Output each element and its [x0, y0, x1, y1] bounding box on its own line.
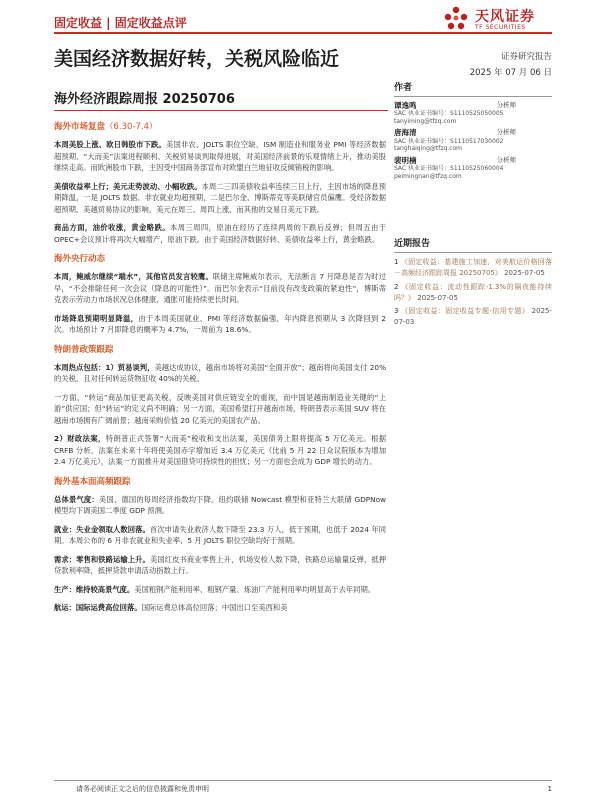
recent-report-link[interactable]: 《固定收益：基建施工加速，对美航运价格回落－高频经济跟踪周报 20250705》	[394, 258, 552, 277]
paragraph-lead: 需求：零售和铁路运输上升。	[54, 554, 150, 564]
author-card	[394, 101, 552, 125]
paragraph-body: 联储主席鲍威尔表示，无法断言 7 月降息是否为时过早，“不会排除任何一次会议（降息的可能性）”。而巴尔金表示“目前没有改变政策的紧迫性”，博斯蒂克表示劳动力市场状况总体健康、通胀可能持续更长时间。	[54, 272, 386, 305]
report-type: 证券研究报告	[500, 52, 552, 62]
author-card	[394, 128, 552, 152]
section-heading	[54, 343, 386, 355]
author-email[interactable]: tanyiming@tfzq.com	[394, 117, 457, 125]
paragraph-lead: 美债收益率上行；美元走势波动、小幅收跌。	[54, 181, 202, 191]
recent-reports-heading: 近期报告	[394, 236, 552, 253]
paragraph	[54, 313, 386, 336]
paragraph	[54, 139, 386, 174]
recent-report-num: 1	[394, 258, 399, 266]
report-date: 2025 年 07 月 06 日	[469, 68, 552, 78]
page-number: 1	[547, 785, 552, 793]
paragraph	[54, 494, 386, 517]
paragraph-body: 美国非农、JOLTS 职位空缺、ISM 制造业和服务业 PMI 等经济数据超预期、“大而美”法案进程顺利、关税贸易谈判取得进展，对美国经济前景的乐观情绪上升，推动美股继续走高。而欧洲股市下跌，主因受中国商务部宣布对欧盟白兰地征收反倾销税的影响。	[54, 140, 387, 173]
author-email[interactable]: tanghaiqing@tfzq.com	[394, 145, 463, 153]
author-cert: SAC 执业证书编号：S1110517030002	[394, 137, 504, 145]
paragraph-body: 美越达成协议，越南市场将对美国“全面开放”；越南将向美国支付 20%的关税，且对任何转运货物征收 40%的关税。	[54, 362, 386, 384]
author-role: 分析师	[496, 128, 516, 137]
paragraph	[54, 433, 386, 468]
author-card	[394, 156, 552, 180]
paragraph	[54, 222, 386, 245]
recent-report-item[interactable]	[394, 282, 552, 304]
authors-heading: 作者	[394, 80, 552, 97]
section-heading-text: 海外央行动态	[54, 254, 106, 265]
paragraph-lead: 就业：失业金领取人数回落。	[54, 524, 150, 534]
page-footer	[54, 780, 552, 794]
recent-report-item[interactable]	[394, 306, 552, 328]
recent-report-num: 2	[394, 282, 399, 291]
paragraph	[54, 181, 386, 216]
paragraph-body: 美国红皮书商业零售上升，机场安检人数下降，铁路总运输量反弹，抵押贷款利率降，抵押贷款申请活动指数上行。	[54, 554, 387, 576]
report-subtitle: 海外经济跟踪周报 20250706	[54, 92, 235, 107]
recent-reports-panel	[394, 236, 552, 331]
author-name: 唐海清	[394, 128, 417, 138]
paragraph-lead: 市场降息预期明显降温，	[54, 313, 139, 323]
paragraph-lead: 2）财政法案，	[54, 434, 106, 444]
paragraph-lead: 生产：维持较高景气度。	[54, 584, 135, 594]
recent-report-date: 2025-07-03	[394, 307, 552, 327]
paragraph-body: 美国、德国的每周经济指数均下降。纽约联储 Nowcast 模型和亚特兰大联储 GDPNow 模型均下调美国二季度 GDP 预测。	[54, 494, 387, 516]
author-cert: SAC 执业证书编号：S1110525050005	[394, 110, 504, 118]
recent-report-date: 2025-07-05	[504, 268, 545, 277]
header-divider	[54, 32, 552, 34]
paragraph-lead: 本周热点包括：1）贸易谈判，	[54, 362, 155, 372]
paragraph-body: 本周二三四美债收益率连续三日上行，主因市场的降息预期降温，一是 JOLTS 数据、非农就业均超预期，二是巴尔金、博斯蒂克等美联储官员偏鹰。受经济数据超预期、美越贸易协议的影响，美元在周三、周四上涨，而其他的交易日美元下跌。	[54, 181, 386, 214]
author-name: 谭逸鸣	[394, 101, 417, 110]
paragraph-lead: 本周，鲍威尔继续“端水”，其他官员发言较鹰。	[54, 272, 213, 282]
section-heading	[54, 475, 386, 487]
paragraph	[54, 602, 386, 614]
paragraph-body: 本周三周四，原油在经历了连续两周的下跌后反弹；但周五由于 OPEC+会议预计将再次大幅增产，原油下跌。由于美国经济数据好转、美债收益率上行，黄金略跌。	[54, 223, 387, 244]
recent-report-date: 2025-07-05	[417, 293, 458, 302]
paragraph-lead: 航运：国际运费高位回落。	[54, 603, 142, 613]
paragraph-body: 国际运费总体高位回落；中国出口至美西和美	[141, 603, 288, 613]
section-heading-text: 海外市场复盘	[54, 122, 106, 132]
author-name: 裴明楠	[394, 155, 417, 165]
paragraph	[54, 524, 386, 547]
section-heading-text: 特朗普政策跟踪	[54, 344, 114, 355]
report-title: 美国经济数据好转，关税风险临近	[54, 48, 340, 70]
paragraph	[54, 584, 386, 596]
section-heading	[54, 120, 386, 132]
authors-panel	[394, 80, 552, 183]
paragraph-lead: 本周美股上涨、欧日韩股市下跌。	[54, 140, 166, 149]
author-row	[394, 156, 552, 165]
tf-logo-icon	[443, 5, 469, 31]
brand-logo	[443, 3, 553, 33]
disclaimer: 请务必阅读正文之后的信息披露和免责申明	[76, 785, 209, 793]
paragraph-lead: 商品方面，油价收涨，黄金略跌。	[54, 223, 170, 233]
paragraph	[54, 271, 386, 306]
author-email[interactable]: peimingnan@tfzq.com	[394, 172, 462, 180]
recent-report-link[interactable]: 《固定收益：流动性跟踪-1.3%的隔夜能持续吗？》	[394, 282, 553, 302]
paragraph-body: 首次申请失业救济人数下降至 23.3 万人，低于预期，也低于 2024 年同期。本周公布的 6 月非农就业和失业率、5 月 JOLTS 职位空缺均好于预期。	[54, 524, 387, 546]
recent-report-num: 3	[394, 307, 399, 316]
recent-report-item[interactable]	[394, 257, 552, 279]
paragraph	[54, 392, 386, 427]
recent-report-link[interactable]: 《固定收益：固定收益专题-信用专题》	[401, 307, 530, 316]
title-divider	[54, 110, 388, 111]
paragraph	[54, 554, 386, 577]
report-body	[54, 118, 386, 621]
report-category: 固定收益 | 固定收益点评	[54, 16, 187, 30]
section-date-range: （6.30-7.4）	[105, 122, 158, 132]
logo-name-cn: 天风证券	[475, 9, 535, 25]
paragraph-body: 由于本周美国就业、PMI 等经济数据偏强，年内降息预期从 3 次降回到 2 次。市场预计 7 月即降息的概率为 4.7%，一周前为 18.6%。	[54, 313, 386, 335]
author-role: 分析师	[496, 101, 516, 109]
author-role: 分析师	[496, 155, 516, 164]
paragraph-lead: 总体景气度：	[54, 494, 99, 504]
author-cert: SAC 执业证书编号：S1110525060004	[394, 165, 504, 173]
section-heading	[54, 252, 386, 264]
author-row	[394, 101, 552, 110]
paragraph-body: 特朗普正式签署“大而美”税收和支出法案，美国债务上限将提高 5 万亿美元。根据 CRFB 分析，法案在未来十年将使美国赤字增加近 3.4 万亿美元（比前 5 月 22 日众议院版本为增加 2.4 万亿美元），法案一方面推升对美国借贷可持续性的担忧；另一方面也会成为 GDP 增长的动力。	[54, 434, 387, 467]
author-row	[394, 128, 552, 137]
logo-name-en: TF SECURITIES	[475, 24, 526, 31]
paragraph-body: 一方面，“转运”商品加征更高关税，反映美国对供应链安全的重视，而中国是越南制造业关键的“上游”供应国；但“转运”的定义尚不明确；另一方面，美国希望打开越南市场，特朗普表示美国 SUV 将在越南市场拥有广阔前景；越南采购价值 20 亿美元的美国农产品。	[54, 392, 386, 425]
section-heading-text: 海外基本面高频跟踪	[54, 476, 131, 487]
paragraph-body: 美国粗钢产能利用率、粗钢产量、炼油厂产能利用率均明显高于去年同期。	[134, 584, 376, 594]
paragraph	[54, 362, 386, 385]
